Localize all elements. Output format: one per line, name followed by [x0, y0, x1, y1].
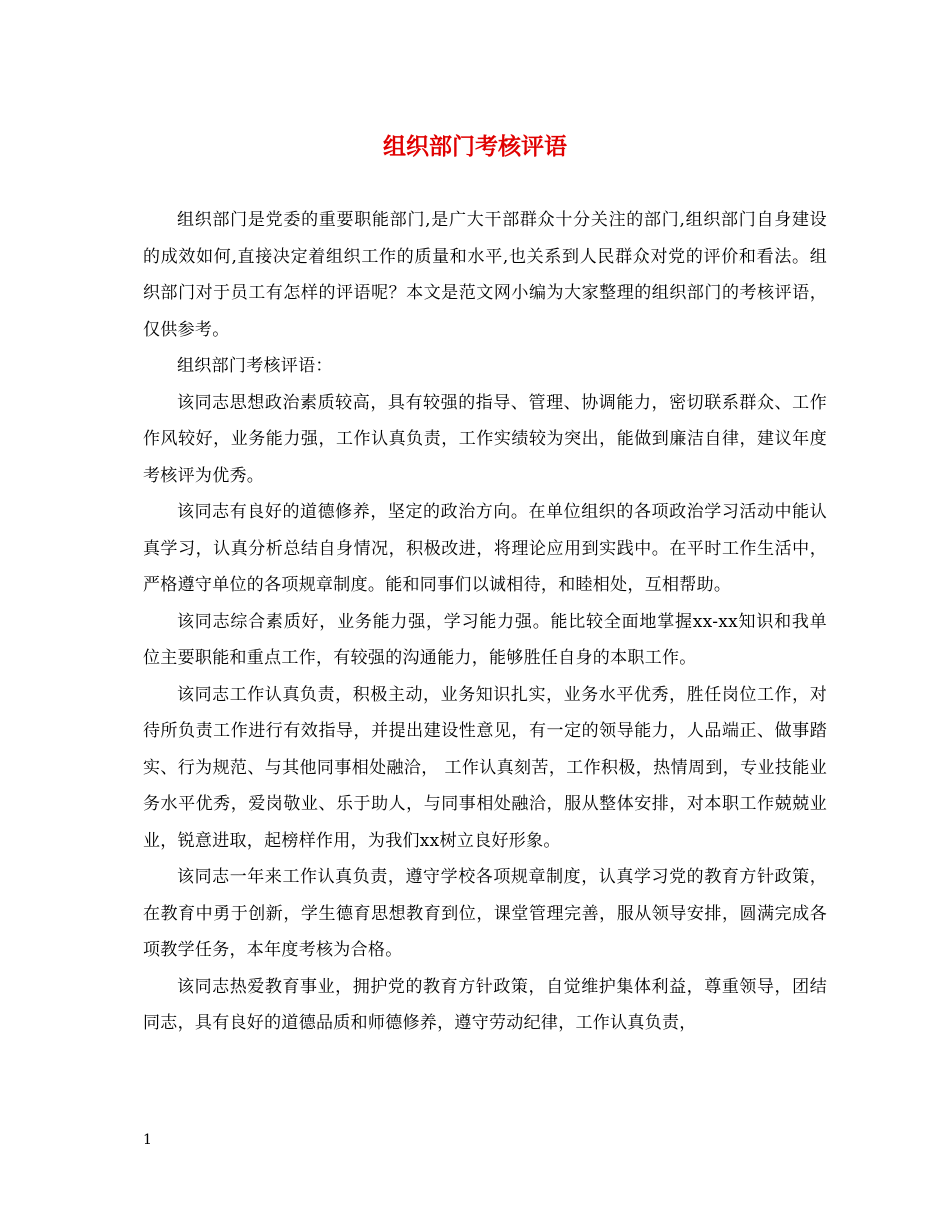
- paragraph-comment-6: 该同志热爱教育事业，拥护党的教育方针政策，自觉维护集体利益，尊重领导，团结同志，具有良好的道德品质和师德修养，遵守劳动纪律，工作认真负责，: [143, 976, 827, 1033]
- paragraph-comment-2: 该同志有良好的道德修养，坚定的政治方向。在单位组织的各项政治学习活动中能认真学习，认真分析总结自身情况，积极改进，将理论应用到实践中。在平时工作生活中，严格遵守单位的各项规章制度。能和同事们以诚相待，和睦相处，互相帮助。: [143, 502, 827, 595]
- paragraph-comment-3: 该同志综合素质好，业务能力强，学习能力强。能比较全面地掌握xx-xx知识和我单位主要职能和重点工作，有较强的沟通能力，能够胜任自身的本职工作。: [143, 611, 827, 668]
- paragraph-comment-5: 该同志一年来工作认真负责，遵守学校各项规章制度，认真学习党的教育方针政策，在教育中勇于创新，学生德育思想教育到位，课堂管理完善，服从领导安排，圆满完成各项教学任务，本年度考核为合格。: [143, 867, 827, 960]
- paragraph-intro: 组织部门是党委的重要职能部门,是广大干部群众十分关注的部门,组织部门自身建设的成效如何,直接决定着组织工作的质量和水平,也关系到人民群众对党的评价和看法。组织部门对于员工有怎样的评语呢？本文是范文网小编为大家整理的组织部门的考核评语，仅供参考。: [143, 210, 827, 340]
- document-body: [143, 202, 827, 1042]
- paragraph-section-heading: 组织部门考核评语：: [177, 356, 333, 376]
- document-title: 组织部门考核评语: [383, 134, 567, 160]
- paragraph-comment-4: 该同志工作认真负责，积极主动，业务知识扎实，业务水平优秀，胜任岗位工作，对待所负责工作进行有效指导，并提出建设性意见，有一定的领导能力，人品端正、做事踏实、行为规范、与其他同事相处融洽， 工作认真刻苦，工作积极，热情周到，专业技能业务水平优秀，爱岗敬业、乐于助人，与同事相处融洽，服从整体安排，对本职工作兢兢业业，锐意进取，起榜样作用，为我们xx树立良好形象。: [143, 684, 827, 851]
- paragraph-comment-1: 该同志思想政治素质较高，具有较强的指导、管理、协调能力，密切联系群众、工作作风较好，业务能力强，工作认真负责，工作实绩较为突出，能做到廉洁自律，建议年度考核评为优秀。: [143, 392, 827, 486]
- page-number: 1: [143, 1132, 152, 1148]
